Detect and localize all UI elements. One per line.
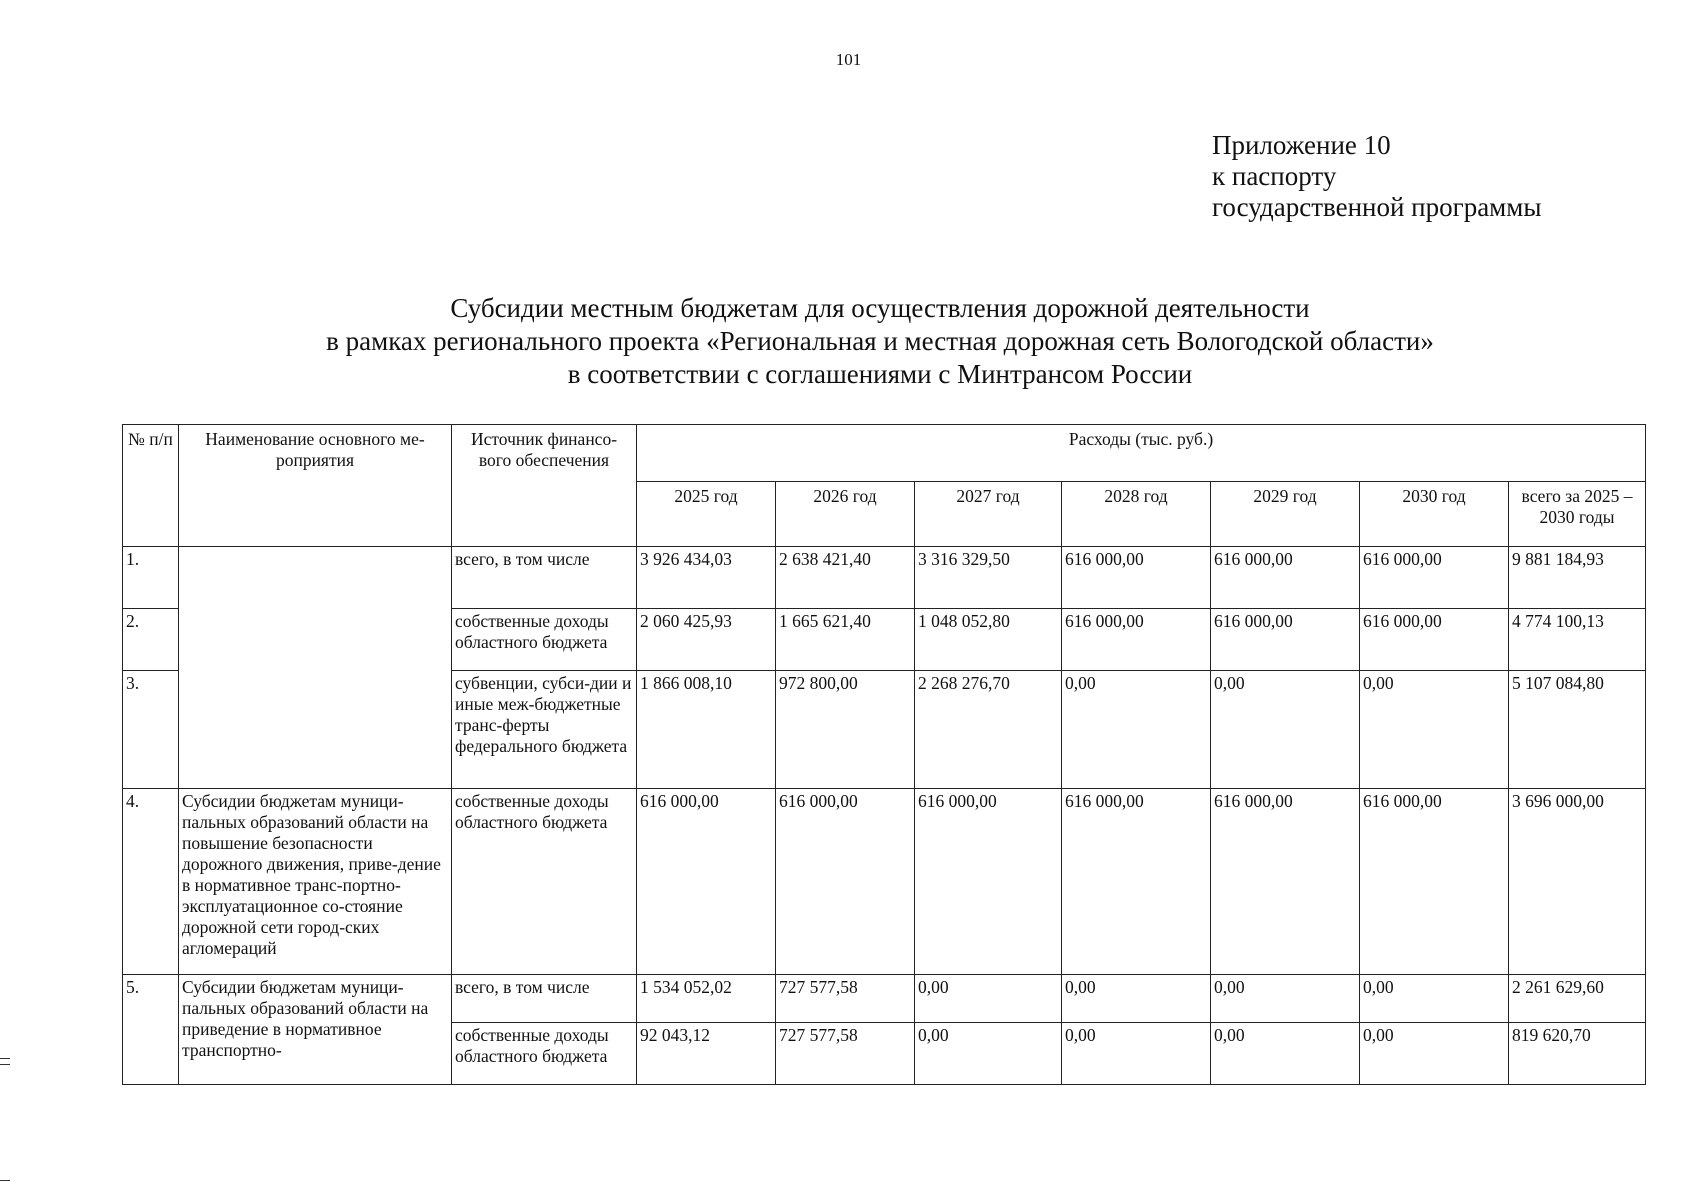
cell-2027: 2 268 276,70 bbox=[915, 671, 1062, 789]
table-row bbox=[123, 975, 1646, 1023]
cell-2025: 2 060 425,93 bbox=[637, 609, 776, 671]
title-line-1: Субсидии местным бюджетам для осуществления дорожной деятельности bbox=[450, 293, 1310, 323]
title-line-3: в соответствии с соглашениями с Минтрансом России bbox=[567, 359, 1193, 389]
scan-margin-mark bbox=[0, 1064, 10, 1065]
row-source: всего, в том числе bbox=[452, 975, 637, 1023]
row-source: всего, в том числе bbox=[452, 547, 637, 609]
cell-2026: 1 665 621,40 bbox=[776, 609, 915, 671]
cell-2025: 92 043,12 bbox=[637, 1023, 776, 1085]
cell-2027: 0,00 bbox=[915, 975, 1062, 1023]
cell-total: 5 107 084,80 bbox=[1509, 671, 1646, 789]
row-source: собственные доходы областного бюджета bbox=[452, 1023, 637, 1085]
appendix-line-2: к паспорту bbox=[1212, 161, 1337, 191]
cell-2029: 0,00 bbox=[1211, 1023, 1360, 1085]
row-name: Субсидии бюджетам муници-пальных образований области на приведение в нормативное транспортно- bbox=[179, 975, 452, 1085]
cell-2026: 727 577,58 bbox=[776, 1023, 915, 1085]
header-num: № п/п bbox=[123, 425, 179, 547]
header-year-2025: 2025 год bbox=[637, 482, 776, 547]
appendix-line-1: Приложение 10 bbox=[1212, 130, 1391, 160]
cell-2028: 0,00 bbox=[1062, 975, 1211, 1023]
cell-2025: 616 000,00 bbox=[637, 789, 776, 975]
row-name: Субсидии бюджетам муници-пальных образований области на повышение безопасности дорожного движения, приве-дение в нормативное транс-портно-эксплуатационное со-стояние дорожной сети город-ских агломераций bbox=[179, 789, 452, 975]
row-num: 2. bbox=[123, 609, 179, 671]
cell-2028: 616 000,00 bbox=[1062, 547, 1211, 609]
table-row bbox=[123, 547, 1646, 609]
header-source: Источник финансо-вого обеспечения bbox=[452, 425, 637, 547]
header-year-2027: 2027 год bbox=[915, 482, 1062, 547]
appendix-note bbox=[1212, 130, 1542, 223]
header-year-2030: 2030 год bbox=[1360, 482, 1509, 547]
header-year-2029: 2029 год bbox=[1211, 482, 1360, 547]
cell-2028: 616 000,00 bbox=[1062, 789, 1211, 975]
title-line-2: в рамках регионального проекта «Региональная и местная дорожная сеть Вологодской области» bbox=[326, 326, 1434, 356]
header-year-2026: 2026 год bbox=[776, 482, 915, 547]
cell-2029: 616 000,00 bbox=[1211, 547, 1360, 609]
cell-2025: 1 534 052,02 bbox=[637, 975, 776, 1023]
cell-total: 4 774 100,13 bbox=[1509, 609, 1646, 671]
row-source: собственные доходы областного бюджета bbox=[452, 789, 637, 975]
cell-2030: 616 000,00 bbox=[1360, 547, 1509, 609]
cell-2026: 727 577,58 bbox=[776, 975, 915, 1023]
header-total: всего за 2025 – 2030 годы bbox=[1509, 482, 1646, 547]
row-num: 5. bbox=[123, 975, 179, 1085]
cell-2030: 0,00 bbox=[1360, 671, 1509, 789]
cell-2030: 0,00 bbox=[1360, 1023, 1509, 1085]
table-row bbox=[123, 789, 1646, 975]
appendix-line-3: государственной программы bbox=[1212, 192, 1542, 222]
row-num: 3. bbox=[123, 671, 179, 789]
cell-total: 2 261 629,60 bbox=[1509, 975, 1646, 1023]
document-title bbox=[0, 292, 1697, 391]
cell-2027: 0,00 bbox=[915, 1023, 1062, 1085]
cell-2028: 616 000,00 bbox=[1062, 609, 1211, 671]
cell-2025: 3 926 434,03 bbox=[637, 547, 776, 609]
cell-total: 3 696 000,00 bbox=[1509, 789, 1646, 975]
table-header-row bbox=[123, 425, 1646, 482]
scan-margin-mark bbox=[0, 1180, 10, 1181]
cell-2029: 616 000,00 bbox=[1211, 789, 1360, 975]
cell-2026: 972 800,00 bbox=[776, 671, 915, 789]
row-num: 4. bbox=[123, 789, 179, 975]
cell-2029: 616 000,00 bbox=[1211, 609, 1360, 671]
header-expenses: Расходы (тыс. руб.) bbox=[637, 425, 1646, 482]
cell-2027: 1 048 052,80 bbox=[915, 609, 1062, 671]
cell-2030: 616 000,00 bbox=[1360, 609, 1509, 671]
header-name: Наименование основного ме-роприятия bbox=[179, 425, 452, 547]
cell-2028: 0,00 bbox=[1062, 671, 1211, 789]
row-name bbox=[179, 547, 452, 789]
cell-total: 9 881 184,93 bbox=[1509, 547, 1646, 609]
cell-2027: 3 316 329,50 bbox=[915, 547, 1062, 609]
row-source: собственные доходы областного бюджета bbox=[452, 609, 637, 671]
page-number: 101 bbox=[835, 50, 862, 69]
cell-2028: 0,00 bbox=[1062, 1023, 1211, 1085]
row-source: субвенции, субси-дии и иные меж-бюджетные транс-ферты федерального бюджета bbox=[452, 671, 637, 789]
subsidies-table bbox=[122, 424, 1646, 1085]
row-num: 1. bbox=[123, 547, 179, 609]
scan-margin-mark bbox=[0, 1058, 10, 1059]
cell-2026: 2 638 421,40 bbox=[776, 547, 915, 609]
cell-2025: 1 866 008,10 bbox=[637, 671, 776, 789]
cell-total: 819 620,70 bbox=[1509, 1023, 1646, 1085]
cell-2030: 0,00 bbox=[1360, 975, 1509, 1023]
cell-2029: 0,00 bbox=[1211, 975, 1360, 1023]
cell-2026: 616 000,00 bbox=[776, 789, 915, 975]
header-year-2028: 2028 год bbox=[1062, 482, 1211, 547]
cell-2030: 616 000,00 bbox=[1360, 789, 1509, 975]
cell-2029: 0,00 bbox=[1211, 671, 1360, 789]
cell-2027: 616 000,00 bbox=[915, 789, 1062, 975]
